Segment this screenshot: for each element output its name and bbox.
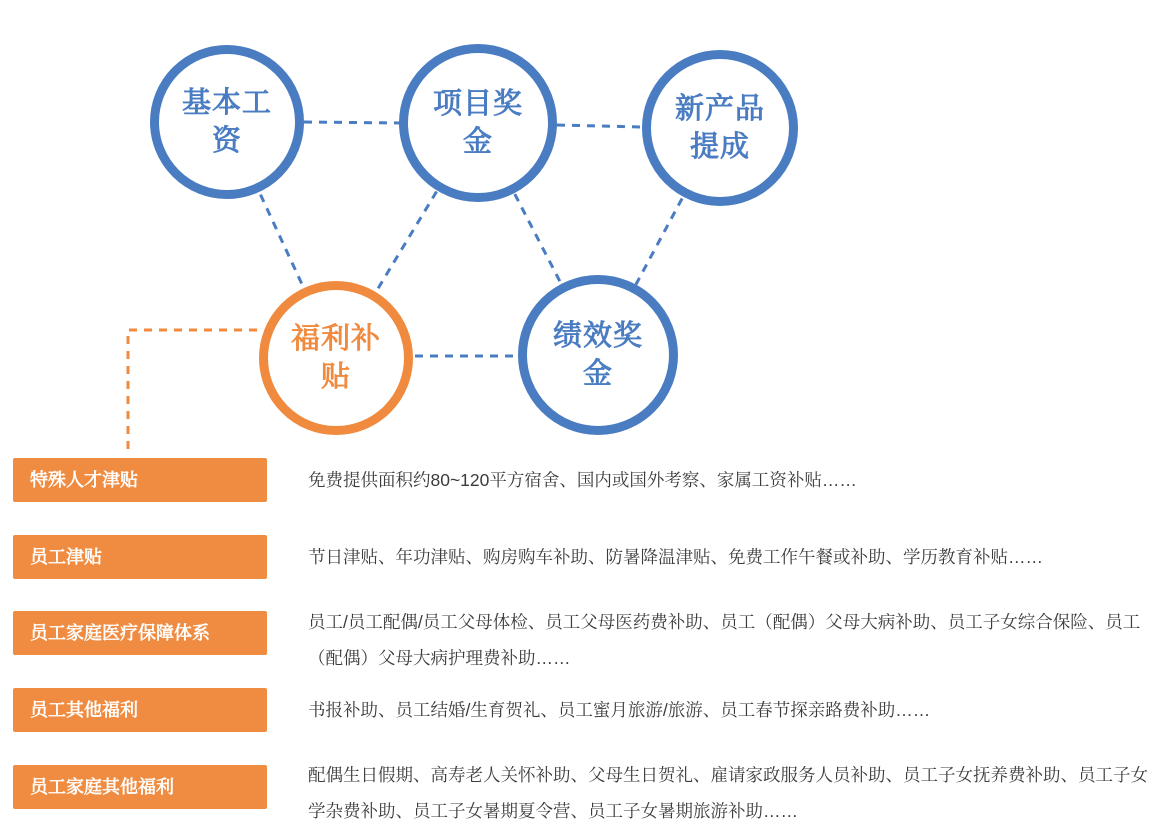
benefit-desc-other-employee-benefits: 书报补助、员工结婚/生育贺礼、员工蜜月旅游/旅游、员工春节探亲路费补助…… [308,700,931,720]
node-project-bonus [399,44,557,202]
connector-project-bonus-welfare [377,192,436,290]
node-new-product-commission [642,50,798,206]
node-welfare-subsidy-label: 福利补贴 [290,322,381,393]
benefit-label-family-medical-security: 员工家庭医疗保障体系 [13,611,267,655]
node-basic-salary [150,45,304,199]
benefit-desc-family-medical-security: 员工/员工配偶/员工父母体检、员工父母医药费补助、员工（配偶）父母大病补助、员工子女综合保险、员工（配偶）父母大病护理费补助…… [308,612,1141,668]
benefit-label-employee-allowance: 员工津贴 [13,535,267,579]
node-project-bonus-label: 项目奖金 [432,87,523,158]
connector-new-product-performance [636,199,682,285]
benefit-desc-family-other-benefits: 配偶生日假期、高寿老人关怀补助、父母生日贺礼、雇请家政服务人员补助、员工子女抚养费补助、员工子女学杂费补助、员工子女暑期夏令营、员工子女暑期旅游补助…… [308,765,1148,821]
node-welfare-subsidy [259,281,413,435]
benefit-label-family-other-benefits: 员工家庭其他福利 [13,765,267,809]
connector-basic-salary-welfare [261,195,303,286]
connector-project-bonus-new-product [557,125,642,127]
connector-project-bonus-performance [515,194,561,284]
node-performance-bonus [518,275,678,435]
node-new-product-commission-label: 新产品提成 [674,92,765,163]
benefit-desc-employee-allowance: 节日津贴、年功津贴、购房购车补助、防暑降温津贴、免费工作午餐或补助、学历教育补贴…… [308,547,1043,567]
node-basic-salary-label: 基本工资 [181,86,272,157]
benefit-label-other-employee-benefits: 员工其他福利 [13,688,267,732]
benefit-desc-special-talent-allowance: 免费提供面积约80~120平方宿舍、国内或国外考察、家属工资补贴…… [308,470,857,490]
node-performance-bonus-label: 绩效奖金 [552,319,643,390]
connector-basic-salary-project-bonus [304,122,401,123]
connector-welfare-to-benefit-list [128,330,257,455]
benefit-label-special-talent-allowance: 特殊人才津贴 [13,458,267,502]
